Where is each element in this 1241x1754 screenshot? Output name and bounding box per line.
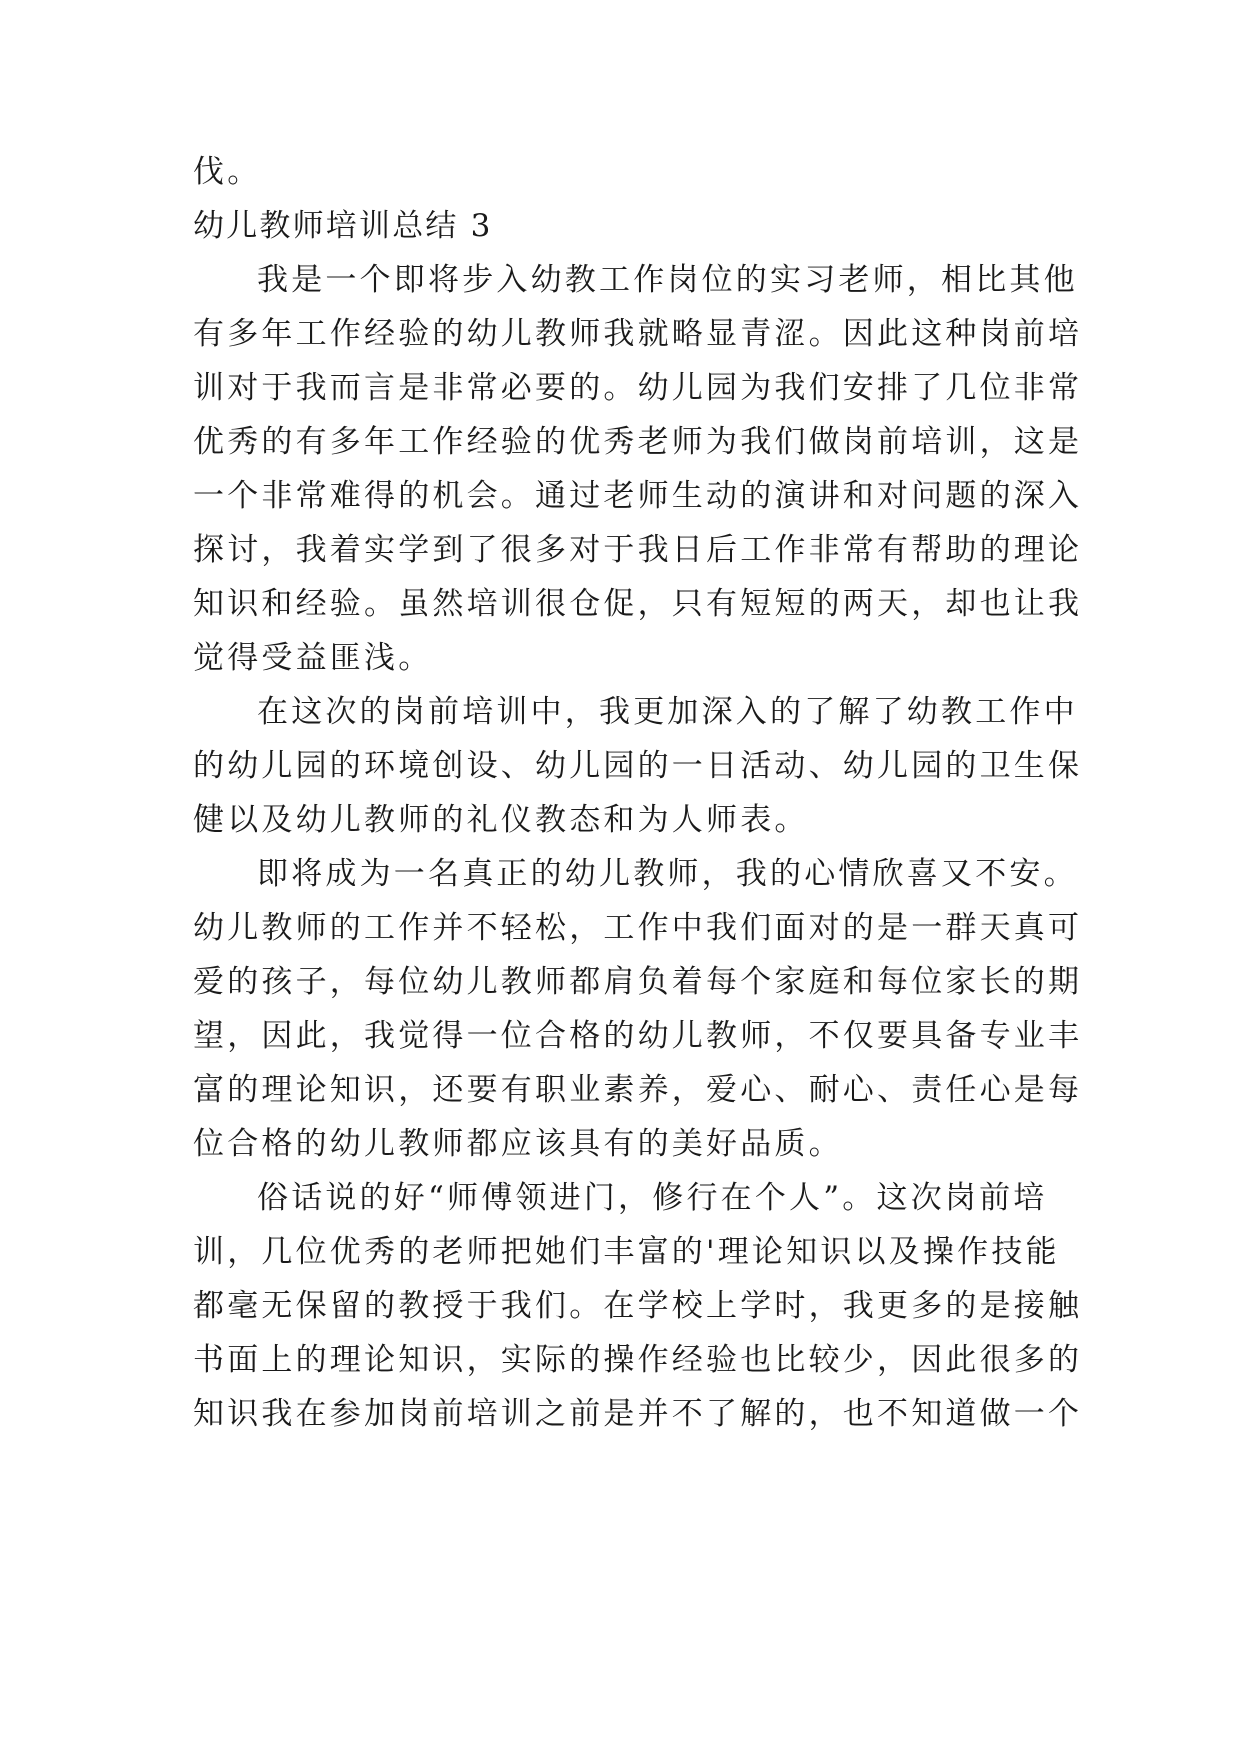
text-line: 觉得受益匪浅。 bbox=[193, 640, 433, 676]
text-line: 我是一个即将步入幼教工作岗位的实习老师，相比其他 bbox=[257, 262, 1078, 298]
text-line: 训，几位优秀的老师把她们丰富的'理论知识以及操作技能 bbox=[193, 1234, 1060, 1270]
text-line: 知识和经验。虽然培训很仓促，只有短短的两天，却也让我 bbox=[193, 586, 1083, 622]
section-heading: 幼儿教师培训总结 3 bbox=[193, 208, 493, 244]
text-line: 优秀的有多年工作经验的优秀老师为我们做岗前培训，这是 bbox=[193, 424, 1083, 460]
text-line: 幼儿教师的工作并不轻松，工作中我们面对的是一群天真可 bbox=[193, 910, 1083, 946]
text-line: 健以及幼儿教师的礼仪教态和为人师表。 bbox=[193, 802, 809, 838]
text-line: 望，因此，我觉得一位合格的幼儿教师，不仅要具备专业丰 bbox=[193, 1018, 1083, 1054]
text-line: 的幼儿园的环境创设、幼儿园的一日活动、幼儿园的卫生保 bbox=[193, 748, 1083, 784]
text-line: 知识我在参加岗前培训之前是并不了解的，也不知道做一个 bbox=[193, 1396, 1083, 1432]
text-line: 俗话说的好“师傅领进门，修行在个人”。这次岗前培 bbox=[257, 1180, 1048, 1216]
text-line: 即将成为一名真正的幼儿教师，我的心情欣喜又不安。 bbox=[257, 856, 1078, 892]
text-line: 训对于我而言是非常必要的。幼儿园为我们安排了几位非常 bbox=[193, 370, 1083, 406]
text-line: 富的理论知识，还要有职业素养，爱心、耐心、责任心是每 bbox=[193, 1072, 1083, 1108]
text-line: 书面上的理论知识，实际的操作经验也比较少，因此很多的 bbox=[193, 1342, 1083, 1378]
text-line: 爱的孩子，每位幼儿教师都肩负着每个家庭和每位家长的期 bbox=[193, 964, 1083, 1000]
text-line: 都毫无保留的教授于我们。在学校上学时，我更多的是接触 bbox=[193, 1288, 1083, 1324]
text-line: 有多年工作经验的幼儿教师我就略显青涩。因此这种岗前培 bbox=[193, 316, 1083, 352]
text-line: 探讨，我着实学到了很多对于我日后工作非常有帮助的理论 bbox=[193, 532, 1083, 568]
text-line: 位合格的幼儿教师都应该具有的美好品质。 bbox=[193, 1126, 843, 1162]
text-line: 伐。 bbox=[193, 154, 262, 190]
text-line: 一个非常难得的机会。通过老师生动的演讲和对问题的深入 bbox=[193, 478, 1083, 514]
text-line: 在这次的岗前培训中，我更加深入的了解了幼教工作中 bbox=[257, 694, 1078, 730]
